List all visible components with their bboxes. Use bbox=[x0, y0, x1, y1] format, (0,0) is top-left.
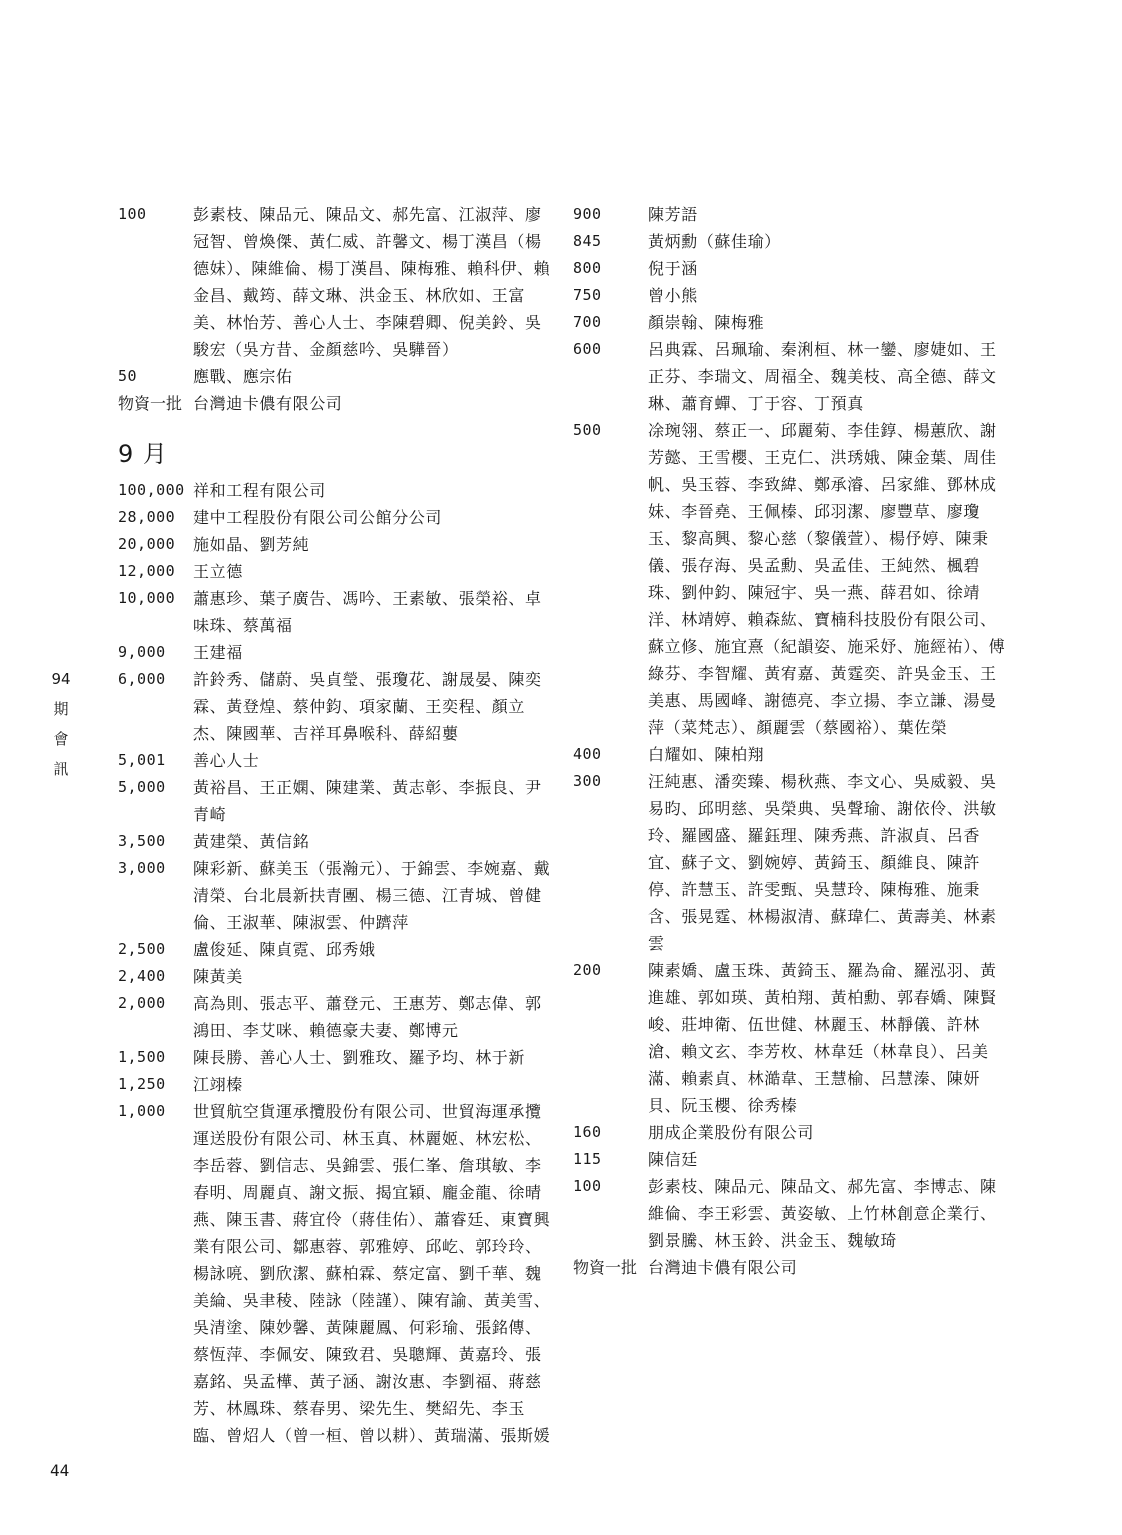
donation-row bbox=[118, 477, 558, 504]
donor-names: 陳芳語 bbox=[648, 205, 698, 224]
amount: 100 bbox=[573, 1177, 602, 1195]
donor-names: 陳黃美 bbox=[193, 967, 243, 986]
donation-row bbox=[118, 828, 558, 855]
amount: 2,400 bbox=[118, 967, 166, 985]
donation-row bbox=[573, 1119, 1013, 1146]
donor-names: 顏崇翰、陳梅雅 bbox=[648, 313, 765, 332]
donation-row bbox=[118, 504, 558, 531]
amount: 100,000 bbox=[118, 481, 185, 499]
amount: 3,500 bbox=[118, 832, 166, 850]
donation-row bbox=[573, 255, 1013, 282]
donor-names: 汪純惠、潘奕臻、楊秋燕、李文心、吳威毅、吳易昀、邱明慈、吳榮典、吳聲瑜、謝依伶、洪敏玲、羅國盛、羅鈺理、陳秀燕、許淑貞、呂香宜、蘇子文、劉婉婷、黃錡玉、顏維良、陳許停、許慧玉、許雯甄、吳慧玲、陳梅雅、施秉含、張晃霆、林楊淑清、蘇瑋仁、黃壽美、林素雲 bbox=[648, 772, 997, 953]
donation-row bbox=[118, 774, 558, 828]
page-number: 44 bbox=[50, 1461, 70, 1480]
amount: 6,000 bbox=[118, 670, 166, 688]
amount: 900 bbox=[573, 205, 602, 223]
amount: 28,000 bbox=[118, 508, 176, 526]
donor-names: 曾小熊 bbox=[648, 286, 698, 305]
donor-names: 王立德 bbox=[193, 562, 243, 581]
donation-row bbox=[573, 1254, 1013, 1281]
amount: 2,000 bbox=[118, 994, 166, 1012]
donation-row bbox=[118, 936, 558, 963]
donor-names: 台灣迪卡儂有限公司 bbox=[648, 1258, 798, 1277]
donor-names: 應戰、應宗佑 bbox=[193, 367, 293, 386]
donation-row bbox=[118, 531, 558, 558]
donation-row bbox=[573, 228, 1013, 255]
donor-names: 江翊榛 bbox=[193, 1075, 243, 1094]
donation-row bbox=[118, 990, 558, 1044]
amount: 50 bbox=[118, 367, 138, 385]
amount: 845 bbox=[573, 232, 602, 250]
donation-row bbox=[573, 417, 1013, 741]
amount: 物資一批 bbox=[118, 394, 183, 413]
donor-names: 凃琬翎、蔡正一、邱麗菊、李佳錞、楊蕙欣、謝芳懿、王雪櫻、王克仁、洪琇娥、陳金葉、周佳帆、吳玉蓉、李致緯、鄭承濬、呂家維、鄧林成妹、李晉堯、王佩榛、邱羽潔、廖豐草、廖瓊玉、黎高興、黎心慈（黎儀萱）、楊伃婷、陳秉儀、張存海、吳孟勳、吳孟佳、王純然、楓碧珠、劉仲鈞、陳冠宇、吳一燕、薛君如、徐靖洋、林靖婷、賴森紘、寶楠科技股份有限公司、蘇立修、施宜熹（紀韻姿、施采妤、施經祐）、傅綠芬、李智耀、黃宥嘉、黃霆奕、許吳金玉、王美惠、馬國峰、謝德亮、李立揚、李立謙、湯曼萍（菜梵志）、顏麗雲（蔡國裕）、葉佐榮 bbox=[648, 421, 1006, 737]
donation-row bbox=[118, 1071, 558, 1098]
amount: 200 bbox=[573, 961, 602, 979]
donor-names: 陳彩新、蘇美玉（張瀚元）、于錦雲、李婉嘉、戴清榮、台北晨新扶青團、楊三德、江青城、曾健倫、王淑華、陳淑雲、仲躋萍 bbox=[193, 859, 551, 932]
donation-row bbox=[118, 363, 558, 390]
donation-row bbox=[573, 282, 1013, 309]
side-char: 訊 bbox=[53, 760, 69, 778]
donation-row bbox=[118, 963, 558, 990]
donation-row bbox=[118, 747, 558, 774]
donation-row bbox=[573, 309, 1013, 336]
donation-row bbox=[573, 957, 1013, 1119]
donation-row bbox=[573, 741, 1013, 768]
issue-side-label bbox=[51, 664, 71, 784]
donor-names: 陳長勝、善心人士、劉雅玫、羅予均、林于新 bbox=[193, 1048, 526, 1067]
amount: 800 bbox=[573, 259, 602, 277]
donation-row bbox=[118, 585, 558, 639]
amount: 物資一批 bbox=[573, 1258, 638, 1277]
donation-row bbox=[573, 768, 1013, 957]
donor-names: 建中工程股份有限公司公館分公司 bbox=[193, 508, 443, 527]
amount: 300 bbox=[573, 772, 602, 790]
amount: 3,000 bbox=[118, 859, 166, 877]
side-char: 期 bbox=[53, 700, 69, 718]
donor-names: 祥和工程有限公司 bbox=[193, 481, 326, 500]
donor-names: 善心人士 bbox=[193, 751, 260, 770]
donor-names: 蕭惠珍、葉子廣告、馮吟、王素敏、張榮裕、卓味珠、蔡萬福 bbox=[193, 589, 542, 635]
donation-row bbox=[118, 201, 558, 363]
donor-names: 台灣迪卡儂有限公司 bbox=[193, 394, 343, 413]
left-column bbox=[118, 201, 558, 1449]
amount: 1,250 bbox=[118, 1075, 166, 1093]
donation-row bbox=[118, 639, 558, 666]
donor-names: 朋成企業股份有限公司 bbox=[648, 1123, 815, 1142]
amount: 500 bbox=[573, 421, 602, 439]
donor-names: 世貿航空貨運承攬股份有限公司、世貿海運承攬運送股份有限公司、林玉真、林麗姬、林宏松、李岳蓉、劉信志、吳錦雲、張仁峯、詹琪敏、李春明、周麗貞、謝文振、揭宜穎、龐金龍、徐晴燕、陳玉書、蔣宜伶（蔣佳佑）、蕭睿廷、東寶興業有限公司、鄒惠蓉、郭雅婷、邱屹、郭玲玲、楊詠喨、劉欣潔、蘇柏霖、蔡定富、劉千華、魏美綸、吳聿稜、陸詠（陸謹）、陳宥諭、黃美雪、吳清塗、陳妙馨、黃陳麗鳳、何彩瑜、張銘傳、蔡恆萍、李佩安、陳致君、吳聰輝、黃嘉玲、張嘉銘、吳孟樺、黃子涵、謝汝惠、李劉福、蔣慈芳、林鳳珠、蔡春男、梁先生、樊紹先、李玉臨、曾炤人（曾一桓、曾以耕）、黃瑞滿、張斯媛 bbox=[193, 1102, 551, 1445]
amount: 2,500 bbox=[118, 940, 166, 958]
donor-names: 王建福 bbox=[193, 643, 243, 662]
donation-row bbox=[573, 201, 1013, 228]
donation-row bbox=[118, 390, 558, 417]
donation-row bbox=[118, 1098, 558, 1449]
donation-row bbox=[118, 855, 558, 936]
donation-row bbox=[573, 1173, 1013, 1254]
donation-row bbox=[118, 1044, 558, 1071]
amount: 20,000 bbox=[118, 535, 176, 553]
amount: 5,001 bbox=[118, 751, 166, 769]
amount: 600 bbox=[573, 340, 602, 358]
donor-names: 彭素枝、陳品元、陳品文、郝先富、李博志、陳維倫、李王彩雲、黃姿敏、上竹林創意企業行、劉景騰、林玉鈴、洪金玉、魏敏琦 bbox=[648, 1177, 997, 1250]
amount: 400 bbox=[573, 745, 602, 763]
issue-number: 94 bbox=[51, 670, 71, 688]
donor-names: 黃裕昌、王正嫻、陳建業、黃志彰、李振良、尹青崎 bbox=[193, 778, 542, 824]
donor-names: 彭素枝、陳品元、陳品文、郝先富、江淑萍、廖冠智、曾煥傑、黃仁威、許馨文、楊丁漢昌（楊德妹）、陳維倫、楊丁漢昌、陳梅雅、賴科伊、賴金昌、戴筠、薛文琳、洪金玉、林欣如、王富美、林怡芳、善心人士、李陳碧卿、倪美鈴、吳駿宏（吳方昔、金顏慈吟、吳驊晉） bbox=[193, 205, 551, 359]
right-column bbox=[573, 201, 1013, 1281]
donor-names: 高為則、張志平、蕭登元、王惠芳、鄭志偉、郭鴻田、李艾咪、賴德豪夫妻、鄭博元 bbox=[193, 994, 542, 1040]
side-char: 會 bbox=[53, 730, 69, 748]
month-heading: 9 月 bbox=[118, 440, 168, 468]
left-top-list bbox=[118, 201, 558, 417]
amount: 160 bbox=[573, 1123, 602, 1141]
amount: 12,000 bbox=[118, 562, 176, 580]
amount: 115 bbox=[573, 1150, 602, 1168]
donation-row bbox=[118, 558, 558, 585]
donor-names: 倪于涵 bbox=[648, 259, 698, 278]
donor-names: 陳素嬌、盧玉珠、黃錡玉、羅為侖、羅泓羽、黃進雄、郭如瑛、黃柏翔、黃柏勳、郭春嬌、陳賢峻、莊坤衛、伍世健、林麗玉、林靜儀、許林滄、賴文玄、李芳枚、林韋廷（林韋良）、呂美滿、賴素貞、林澔韋、王慧榆、呂慧溱、陳妍貝、阮玉櫻、徐秀榛 bbox=[648, 961, 997, 1115]
donation-row bbox=[573, 336, 1013, 417]
amount: 700 bbox=[573, 313, 602, 331]
donor-names: 盧俊延、陳貞霓、邱秀娥 bbox=[193, 940, 376, 959]
donation-row bbox=[118, 666, 558, 747]
donor-names: 呂典霖、呂珮瑜、秦浰桓、林一鑾、廖婕如、王正芬、李瑞文、周福全、魏美枝、高全德、薛文琳、蕭育蟬、丁于容、丁預真 bbox=[648, 340, 997, 413]
amount: 1,500 bbox=[118, 1048, 166, 1066]
amount: 10,000 bbox=[118, 589, 176, 607]
amount: 1,000 bbox=[118, 1102, 166, 1120]
donation-row bbox=[573, 1146, 1013, 1173]
amount: 9,000 bbox=[118, 643, 166, 661]
amount: 5,000 bbox=[118, 778, 166, 796]
donor-names: 陳信廷 bbox=[648, 1150, 698, 1169]
amount: 100 bbox=[118, 205, 147, 223]
donor-names: 黃炳勳（蘇佳瑜） bbox=[648, 232, 781, 251]
september-list bbox=[118, 477, 558, 1449]
donor-names: 黃建榮、黃信銘 bbox=[193, 832, 310, 851]
donor-names: 施如晶、劉芳純 bbox=[193, 535, 310, 554]
amount: 750 bbox=[573, 286, 602, 304]
donor-names: 白耀如、陳柏翔 bbox=[648, 745, 765, 764]
donor-names: 許鈴秀、儲蔚、吳貞瑩、張瓊花、謝晟晏、陳奕霖、黃登煌、蔡仲鈞、項家蘭、王奕程、顏立杰、陳國華、吉祥耳鼻喉科、薛紹蘡 bbox=[193, 670, 542, 743]
